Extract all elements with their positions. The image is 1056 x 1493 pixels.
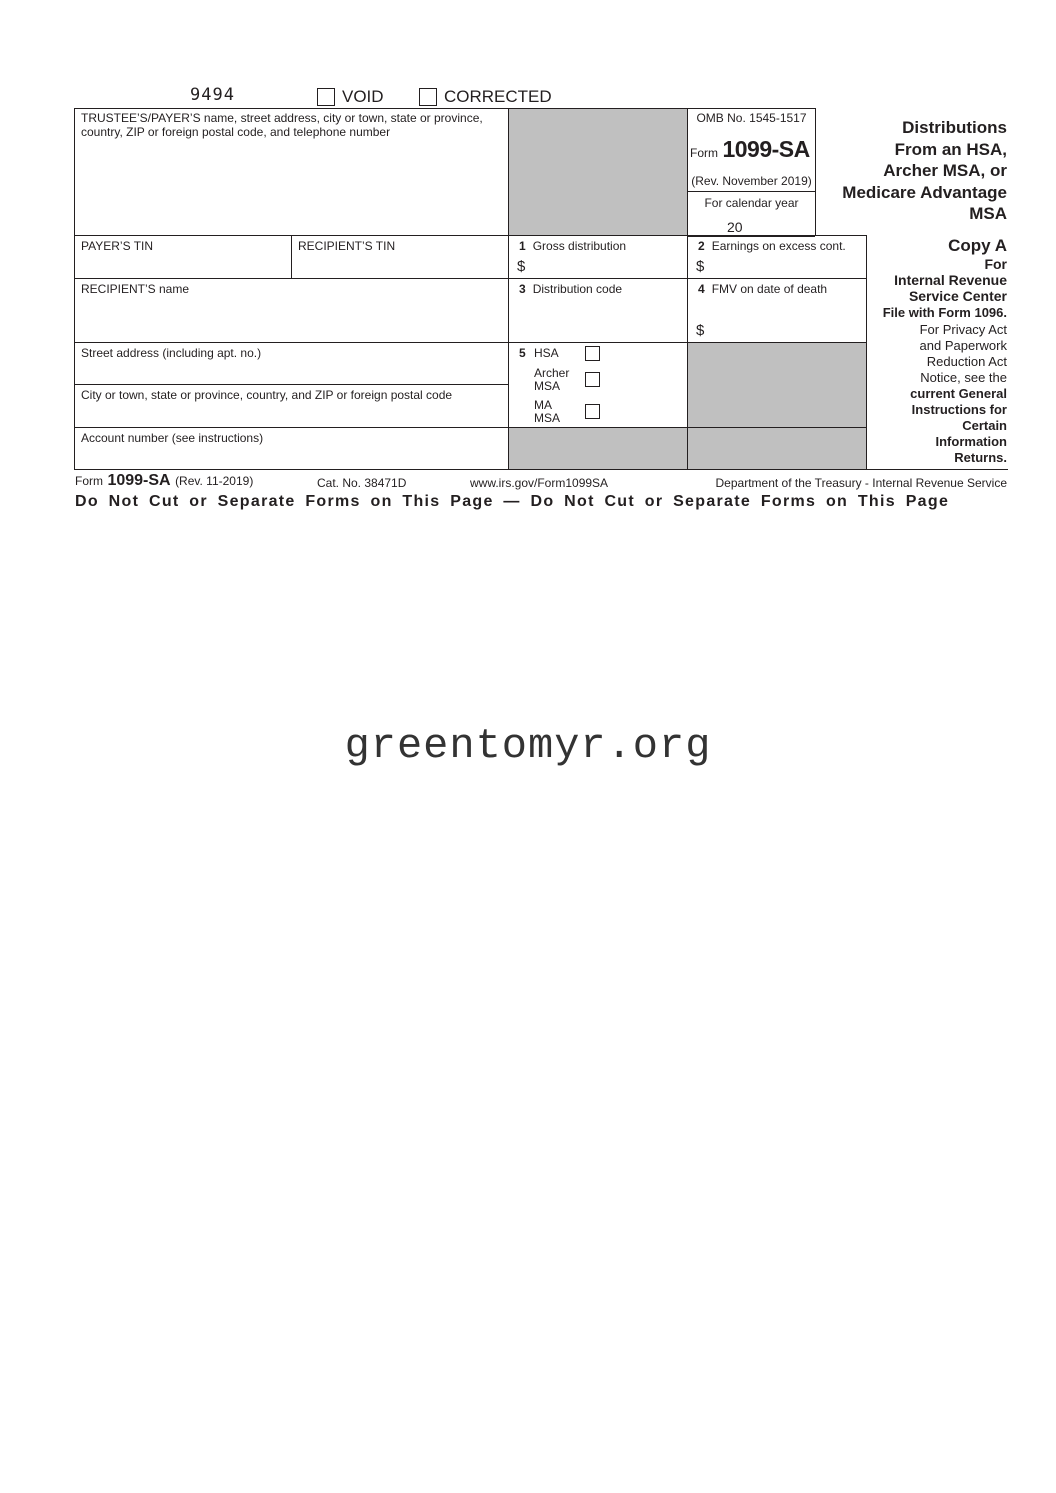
earnings-excess-field[interactable] [709, 256, 864, 277]
footer-cat-no: Cat. No. 38471D [317, 476, 407, 490]
box3-number: 3 [519, 282, 526, 296]
archer-msa-checkbox[interactable] [585, 372, 600, 387]
copy-a-title: Copy A [948, 236, 1007, 255]
trustee-payer-field[interactable] [75, 140, 507, 234]
rev-date: (Rev. November 2019) [691, 174, 812, 188]
copy-a-block [868, 236, 1007, 466]
copy-privacy-4: Notice, see the [920, 370, 1007, 385]
copy-instructions-1: current General [910, 386, 1007, 401]
footer-rev: (Rev. 11-2019) [175, 474, 254, 488]
corrected-checkbox[interactable] [419, 88, 437, 106]
box1-text: Gross distribution [532, 239, 627, 253]
recipient-tin-label: RECIPIENT’S TIN [298, 239, 396, 253]
ma-msa-checkbox[interactable] [585, 404, 600, 419]
copy-instructions-3: Certain [962, 418, 1007, 433]
footer-department: Department of the Treasury - Internal Revenue Service [715, 476, 1007, 490]
box4-text: FMV on date of death [711, 282, 828, 296]
title-line-2: From an HSA, [894, 139, 1007, 159]
corrected-label: CORRECTED [444, 87, 552, 106]
shaded-area-box5 [688, 343, 866, 427]
shaded-area-top [509, 109, 687, 236]
void-checkbox[interactable] [317, 88, 335, 106]
account-number-field[interactable] [75, 447, 507, 468]
trustee-payer-label: TRUSTEE’S/PAYER’S name, street address, city or town, state or province, country, ZIP or foreign postal code, and telephone number [81, 111, 483, 139]
archer-msa-label-2: MSA [534, 379, 561, 393]
box4-label [698, 282, 827, 296]
city-field[interactable] [75, 404, 507, 426]
copy-privacy-2: and Paperwork [919, 338, 1007, 353]
city-label: City or town, state or province, country, and ZIP or foreign postal code [81, 388, 453, 402]
calendar-year-label: For calendar year [704, 196, 799, 210]
box3-text: Distribution code [532, 282, 623, 296]
ma-msa-label-1: MA [534, 398, 552, 412]
title-line-4: Medicare Advantage [842, 182, 1007, 202]
box2-dollar: $ [696, 258, 705, 275]
omb-number: OMB No. 1545-1517 [696, 111, 807, 125]
form-word: Form [690, 146, 718, 160]
ma-msa-label-2: MSA [534, 411, 561, 425]
copy-for: For [984, 256, 1007, 272]
copy-instructions-2: Instructions for [911, 402, 1007, 417]
calendar-year-prefix: 20 [727, 219, 743, 235]
street-address-field[interactable] [75, 362, 507, 383]
fmv-death-field[interactable] [709, 318, 864, 341]
title-line-5: MSA [969, 204, 1007, 223]
copy-instructions-5: Returns. [954, 450, 1007, 465]
copy-irs-1: Internal Revenue [894, 272, 1007, 288]
do-not-cut-banner: Do Not Cut or Separate Forms on This Page — Do Not Cut or Separate Forms on This Page [75, 493, 950, 510]
void-label: VOID [342, 87, 384, 106]
title-line-1: Distributions [902, 118, 1007, 137]
calendar-year-field[interactable] [745, 217, 785, 234]
copy-instructions-4: Information [935, 434, 1007, 449]
box1-number: 1 [519, 239, 526, 253]
payer-tin-field[interactable] [75, 254, 290, 277]
street-address-label: Street address (including apt. no.) [81, 346, 262, 360]
form-number: 1099-SA [722, 136, 810, 162]
copy-privacy-1: For Privacy Act [919, 322, 1007, 337]
footer-form-word: Form [75, 474, 103, 488]
copy-file-with: File with Form 1096. [882, 305, 1007, 320]
box4-dollar: $ [696, 322, 705, 339]
footer-url: www.irs.gov/Form1099SA [470, 476, 609, 490]
box2-text: Earnings on excess cont. [711, 239, 846, 253]
recipient-tin-field[interactable] [292, 254, 507, 277]
title-line-3: Archer MSA, or [883, 161, 1007, 180]
footer-form-number: 1099-SA [107, 472, 171, 489]
distribution-code-field[interactable] [510, 298, 686, 341]
footer-form [75, 472, 253, 490]
box4-number: 4 [698, 282, 705, 296]
gross-distribution-field[interactable] [530, 256, 685, 277]
box3-label [519, 282, 622, 296]
box1-dollar: $ [517, 258, 526, 275]
form-code: 9494 [190, 85, 235, 105]
watermark: greentomyr.org [344, 722, 712, 770]
box5-number: 5 [519, 346, 526, 360]
box2-label [698, 239, 846, 253]
box1-label [519, 239, 626, 253]
form-number-block [690, 136, 810, 163]
copy-irs-2: Service Center [908, 288, 1007, 304]
copy-privacy-3: Reduction Act [926, 354, 1007, 369]
recipient-name-label: RECIPIENT’S name [81, 282, 190, 296]
box2-number: 2 [698, 239, 705, 253]
form-title [818, 117, 1007, 225]
recipient-name-field[interactable] [75, 298, 507, 341]
hsa-label: HSA [534, 346, 559, 360]
payer-tin-label: PAYER’S TIN [81, 239, 154, 253]
account-number-label: Account number (see instructions) [81, 431, 264, 445]
archer-msa-label-1: Archer [534, 366, 570, 380]
hsa-checkbox[interactable] [585, 346, 600, 361]
